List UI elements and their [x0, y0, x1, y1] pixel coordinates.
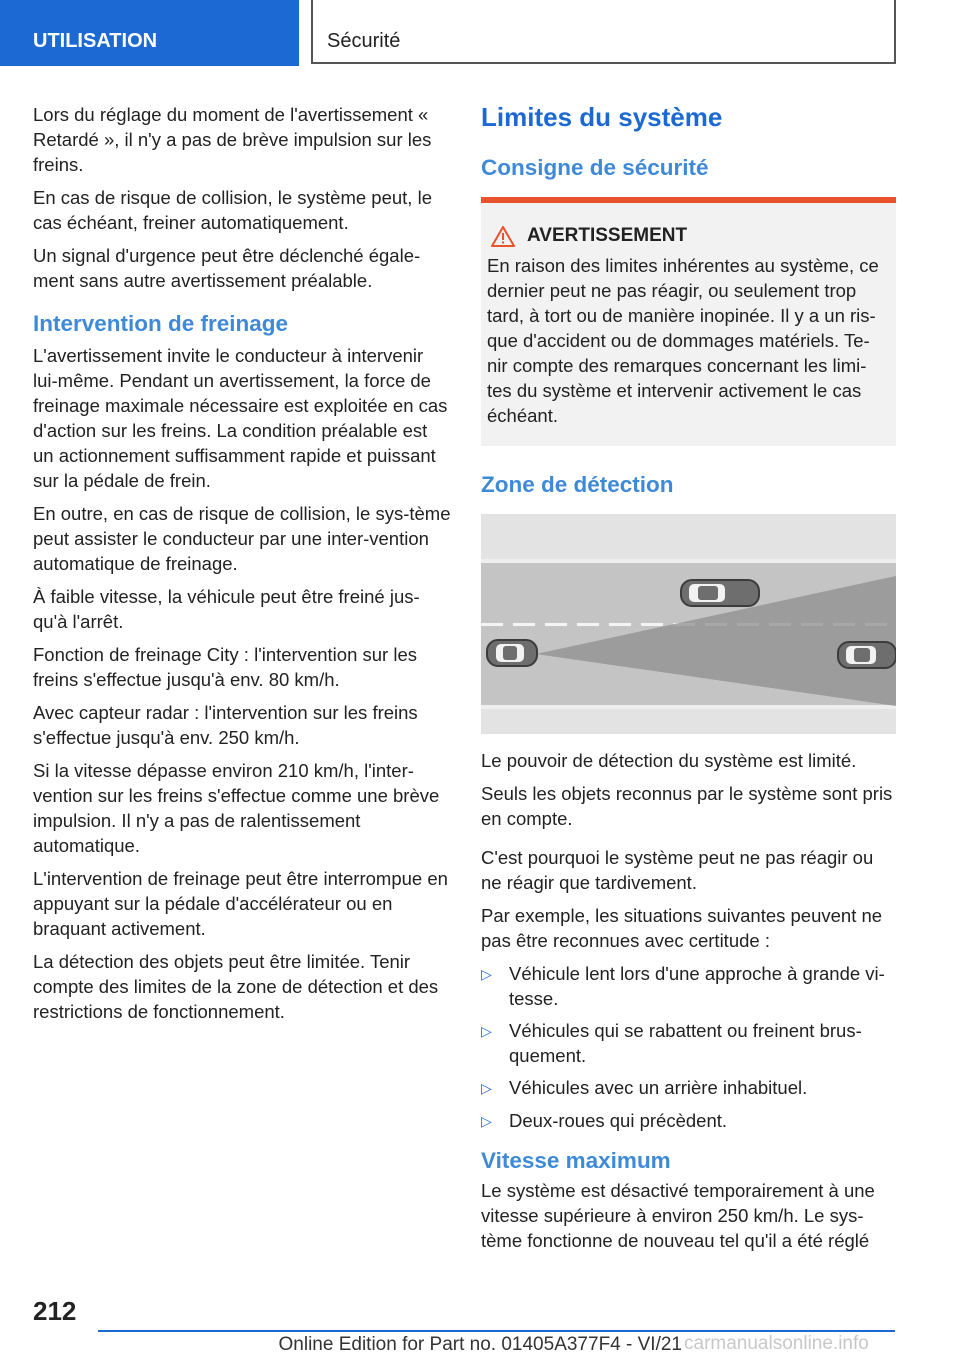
left-column [33, 102, 451, 1032]
list-item: ▷ Véhicules avec un arrière inhabituel. [481, 1075, 896, 1101]
paragraph: Lors du réglage du moment de l'avertissement « Retardé », il n'y a pas de brève impulsion sur les freins. [33, 104, 432, 175]
car-ego [487, 640, 537, 666]
paragraph: Le pouvoir de détection du système est limité. [481, 750, 857, 771]
page-header [0, 0, 960, 66]
warning-box [481, 197, 896, 446]
paragraph: En cas de risque de collision, le système peut, le cas échéant, freiner automatiquement. [33, 187, 432, 233]
list-item: ▷ Véhicules qui se rabattent ou freinent brus‐quement. [481, 1020, 862, 1066]
triangle-right-icon: ▷ [481, 1023, 492, 1039]
edition-note: Online Edition for Part no. 01405A377F4 - VI/21 [278, 1334, 682, 1355]
paragraph: Seuls les objets reconnus par le système sont pris en compte. [481, 783, 893, 829]
heading-safety: Consigne de sécurité [481, 155, 709, 180]
chapter-title: Sécurité [311, 0, 896, 64]
heading-system-limits: Limites du système [481, 102, 723, 132]
list-item: ▷ Véhicule lent lors d'une approche à grande vi‐tesse. [481, 963, 885, 1009]
paragraph: Si la vitesse dépasse environ 210 km/h, l'inter‐vention sur les freins s'effectue comme une brève impulsion. Il n'y a pas de ralentissement automatique. [33, 760, 440, 856]
triangle-right-icon: ▷ [481, 1113, 492, 1129]
section-tab: UTILISATION [0, 0, 299, 66]
paragraph: Avec capteur radar : l'intervention sur les freins s'effectue jusqu'à env. 250 km/h. [33, 702, 418, 748]
car-left-lane [681, 580, 759, 606]
paragraph: L'avertissement invite le conducteur à intervenir lui-même. Pendant un avertissement, la force de freinage maximale nécessaire est exploitée en cas d'action sur les freins. La condition préalable est un actionnement suffisamment rapide et puissant sur la pédale de frein. [33, 345, 448, 491]
footer-divider [98, 1330, 895, 1332]
warning-text: En raison des limites inhérentes au système, ce dernier peut ne pas réagir, ou seulement trop tard, à tort ou de manière inopinée. Il y a un ris‐que d'accident ou de dommages matériels. Te‐nir compte des remarques concernant les limi‐tes du système et intervenir activement le cas échéant. [487, 255, 879, 426]
paragraph: En outre, en cas de risque de collision, le sys‐tème peut assister le conducteur par une inter‐vention automatique de freinage. [33, 503, 451, 574]
paragraph: Fonction de freinage City : l'intervention sur les freins s'effectue jusqu'à env. 80 km/h. [33, 644, 418, 690]
paragraph: L'intervention de freinage peut être interrompue en appuyant sur la pédale d'accélérateur ou en braquant activement. [33, 868, 448, 939]
detection-zone-illustration [481, 514, 896, 734]
triangle-right-icon: ▷ [481, 1080, 492, 1096]
list-item: ▷ Deux-roues qui précèdent. [481, 1108, 896, 1134]
paragraph: À faible vitesse, la véhicule peut être freiné jus‐qu'à l'arrêt. [33, 586, 420, 632]
watermark: carmanualsonline.info [684, 1333, 869, 1354]
paragraph: C'est pourquoi le système peut ne pas réagir ou ne réagir que tardivement. [481, 847, 874, 893]
warning-triangle-icon [491, 226, 515, 247]
heading-intervention: Intervention de freinage [33, 311, 289, 336]
heading-max-speed: Vitesse maximum [481, 1148, 671, 1173]
paragraph: Un signal d'urgence peut être déclenché égale‐ment sans autre avertissement préalable. [33, 245, 421, 291]
warning-title: AVERTISSEMENT [527, 225, 688, 246]
heading-detection-zone: Zone de détection [481, 472, 674, 497]
page-number: 212 [33, 1296, 77, 1326]
right-column [481, 102, 896, 1261]
paragraph: La détection des objets peut être limitée. Tenir compte des limites de la zone de détection et des restrictions de fonctionnement. [33, 951, 439, 1022]
car-ahead [838, 642, 896, 668]
paragraph: Par exemple, les situations suivantes peuvent ne pas être reconnues avec certitude : [481, 905, 883, 951]
triangle-right-icon: ▷ [481, 966, 492, 982]
paragraph: Le système est désactivé temporairement à une vitesse supérieure à environ 250 km/h. Le sys‐tème fonctionne de nouveau tel qu'il a été réglé [481, 1180, 875, 1251]
detection-zone-diagram [481, 514, 896, 734]
limitations-list [481, 961, 896, 1134]
